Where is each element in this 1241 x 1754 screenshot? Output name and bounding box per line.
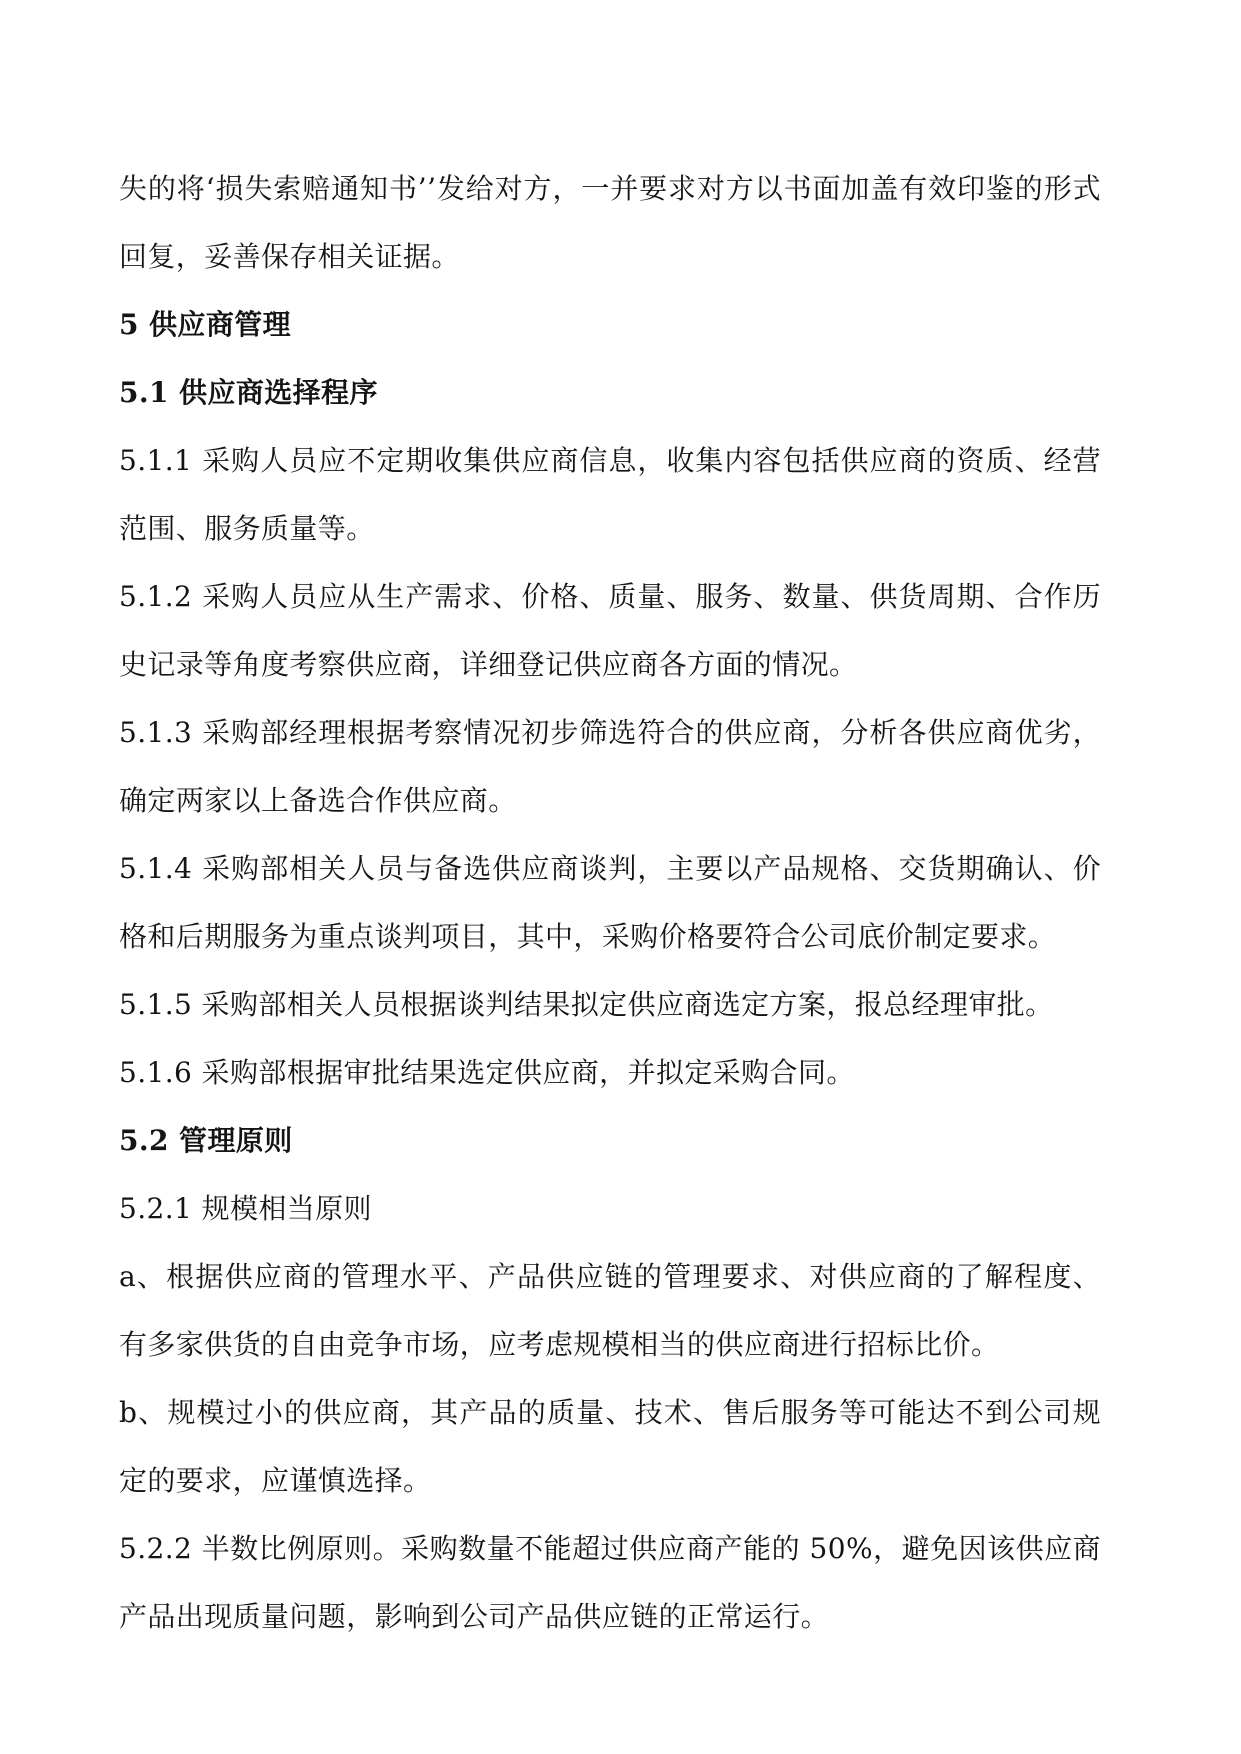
paragraph-line: 格和后期服务为重点谈判项目，其中，采购价格要符合公司底价制定要求。 [119,920,1057,953]
paragraph-line: 5.2.2 半数比例原则。采购数量不能超过供应商产能的 50%，避免因该供应商 [119,1532,1101,1565]
paragraph-line: 5.1.3 采购部经理根据考察情况初步筛选符合的供应商，分析各供应商优劣， [119,716,1101,749]
paragraph-line: 史记录等角度考察供应商，详细登记供应商各方面的情况。 [119,648,858,681]
paragraph-line: a、根据供应商的管理水平、产品供应链的管理要求、对供应商的了解程度、 [119,1260,1101,1293]
paragraph-line: 产品出现质量问题，影响到公司产品供应链的正常运行。 [119,1600,830,1633]
paragraph-line: 5.1.6 采购部根据审批结果选定供应商，并拟定采购合同。 [119,1056,855,1089]
paragraph-line: 失的将‘损失索赔通知书’’发给对方，一并要求对方以书面加盖有效印鉴的形式 [119,172,1101,205]
paragraph-line: 回复，妥善保存相关证据。 [119,240,460,273]
paragraph-line: 5.2.1 规模相当原则 [119,1192,372,1225]
section-heading: 5 供应商管理 [119,308,292,341]
paragraph-line: 定的要求，应谨慎选择。 [119,1464,432,1497]
section-heading: 5.1 供应商选择程序 [119,376,378,409]
paragraph-line: b、规模过小的供应商，其产品的质量、技术、售后服务等可能达不到公司规 [119,1396,1101,1429]
paragraph-line: 5.1.2 采购人员应从生产需求、价格、质量、服务、数量、供货周期、合作历 [119,580,1101,613]
paragraph-line: 确定两家以上备选合作供应商。 [119,784,517,817]
document-body [119,155,1119,1651]
paragraph-line: 5.1.1 采购人员应不定期收集供应商信息，收集内容包括供应商的资质、经营 [119,444,1101,477]
section-heading: 5.2 管理原则 [119,1124,293,1157]
paragraph-line: 5.1.5 采购部相关人员根据谈判结果拟定供应商选定方案，报总经理审批。 [119,988,1054,1021]
paragraph-line: 有多家供货的自由竞争市场，应考虑规模相当的供应商进行招标比价。 [119,1328,1000,1361]
paragraph-line: 5.1.4 采购部相关人员与备选供应商谈判，主要以产品规格、交货期确认、价 [119,852,1101,885]
paragraph-line: 范围、服务质量等。 [119,512,375,545]
